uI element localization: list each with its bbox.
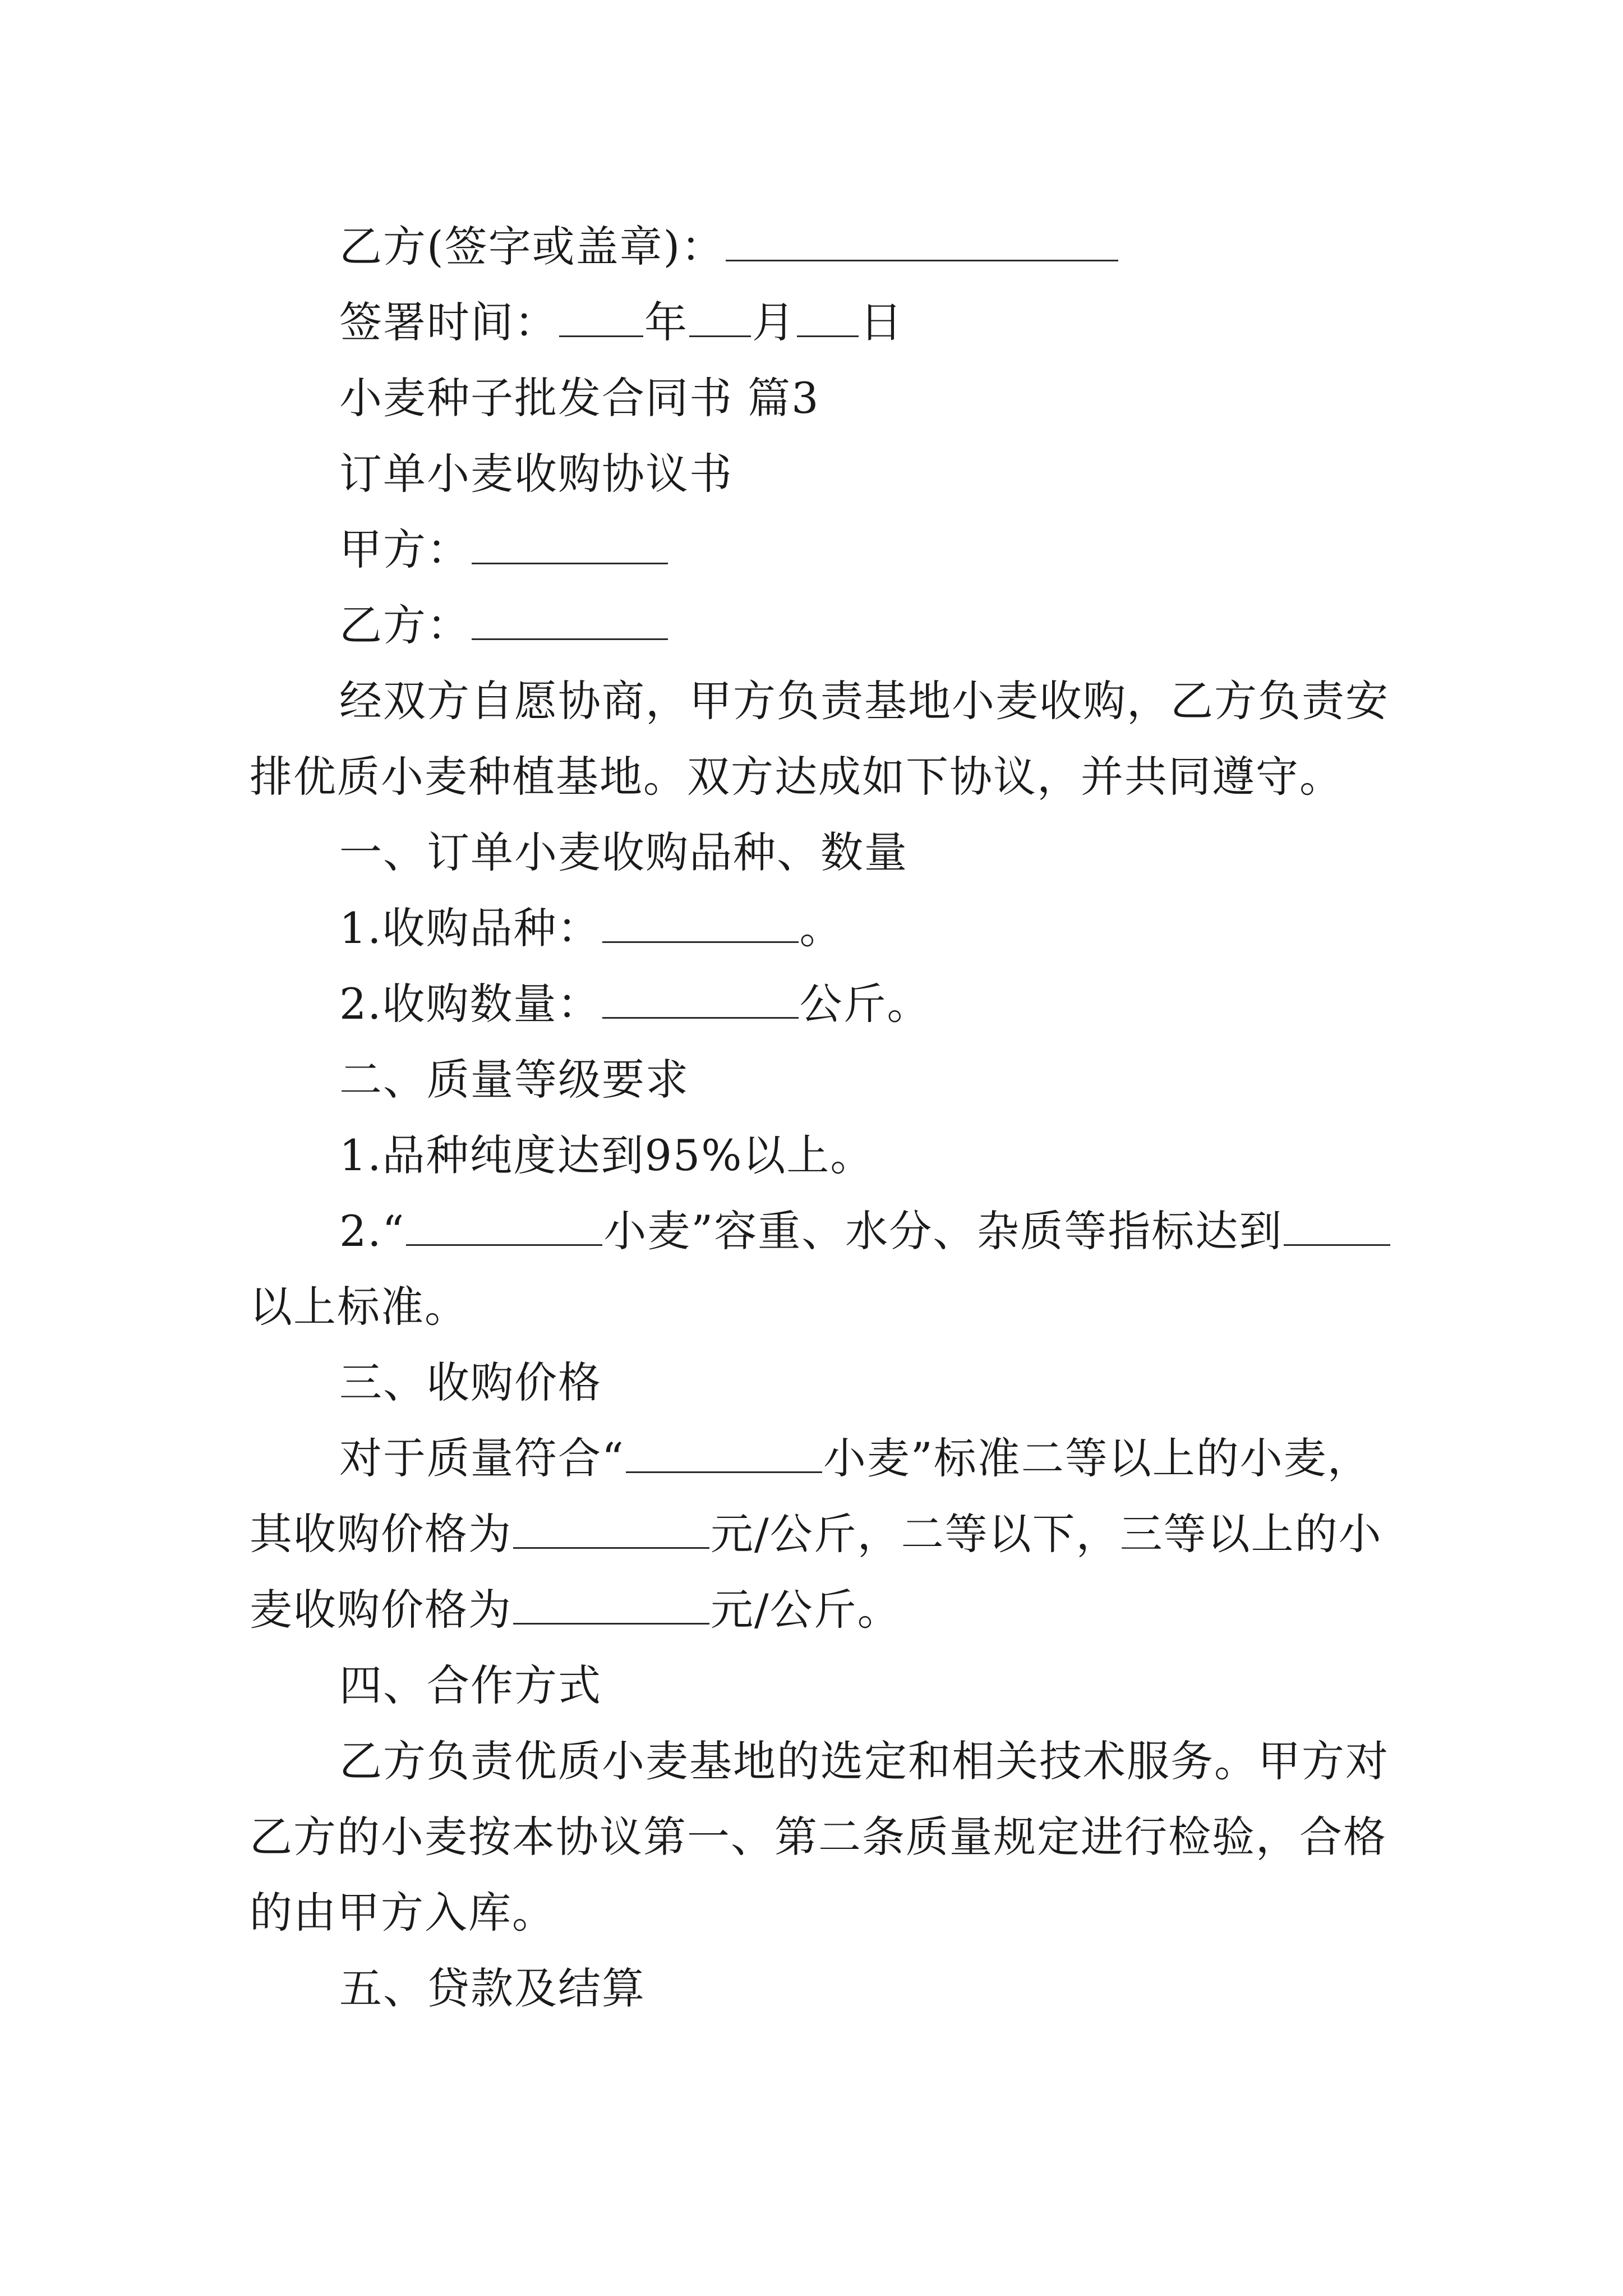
- quantity-blank: [602, 983, 799, 1019]
- year-label: 年: [644, 297, 688, 347]
- party-b-signature-label: 乙方(签字或盖章)：: [339, 222, 725, 272]
- price-type-blank: [626, 1438, 822, 1473]
- year-blank: [559, 302, 643, 337]
- day-label: 日: [860, 297, 903, 347]
- clause-2-heading: 二、质量等级要求: [339, 1055, 689, 1105]
- standard-line-2: 以上标准。: [250, 1282, 468, 1332]
- quantity-label: 2.收购数量：: [339, 979, 601, 1029]
- signature-blank: [726, 226, 1118, 261]
- quantity-unit: 公斤。: [799, 979, 931, 1029]
- cooperation-line-2: 乙方的小麦按本协议第一、第二条质量规定进行检验，合格: [250, 1812, 1387, 1862]
- wheel-type-blank: [406, 1211, 602, 1246]
- price-line-2: [250, 1509, 1382, 1559]
- price-text-d: 元/公斤，二等以下，三等以上的小: [711, 1509, 1382, 1559]
- price-text-b: 小麦”标准二等以上的小麦，: [823, 1433, 1371, 1483]
- section-title: 小麦种子批发合同书 篇3: [339, 373, 820, 423]
- agreement-title: 订单小麦收购协议书: [339, 449, 733, 499]
- price-text-f: 元/公斤。: [711, 1585, 901, 1635]
- standard-prefix: 2.“: [339, 1206, 405, 1256]
- variety-blank: [602, 908, 799, 943]
- price-line-3: [250, 1585, 901, 1635]
- cooperation-line-1: 乙方负责优质小麦基地的选定和相关技术服务。甲方对: [339, 1736, 1389, 1786]
- price-text-a: 对于质量符合“: [339, 1433, 625, 1483]
- price-text-e: 麦收购价格为: [250, 1585, 512, 1635]
- price-2-blank: [513, 1589, 709, 1625]
- cooperation-line-3: 的由甲方入库。: [250, 1888, 556, 1938]
- variety-end: 。: [799, 903, 843, 953]
- variety-line: [339, 903, 843, 954]
- clause-5-heading: 五、贷款及结算: [339, 1963, 645, 2013]
- intro-paragraph-line-1: 经双方自愿协商，甲方负责基地小麦收购，乙方负责安: [339, 676, 1389, 726]
- standard-text: 小麦”容重、水分、杂质等指标达到: [603, 1206, 1283, 1256]
- price-text-c: 其收购价格为: [250, 1509, 512, 1559]
- purity-line: 1.品种纯度达到95%以上。: [339, 1130, 874, 1180]
- party-b-blank: [472, 605, 668, 640]
- variety-label: 1.收购品种：: [339, 903, 601, 953]
- month-blank: [689, 302, 751, 337]
- party-b-label: 乙方：: [339, 600, 471, 650]
- day-blank: [797, 302, 859, 337]
- party-b-signature-line: [339, 222, 1119, 272]
- clause-3-heading: 三、收购价格: [339, 1358, 602, 1407]
- price-line-1: [339, 1433, 1371, 1484]
- signing-date-line: [339, 297, 903, 348]
- party-a-line: [339, 524, 669, 575]
- quantity-line: [339, 979, 931, 1029]
- month-label: 月: [752, 297, 796, 347]
- standard-blank: [1284, 1211, 1390, 1246]
- party-a-blank: [472, 529, 668, 564]
- standard-line: [339, 1206, 1391, 1257]
- clause-4-heading: 四、合作方式: [339, 1660, 602, 1710]
- price-1-blank: [513, 1513, 709, 1549]
- intro-paragraph-line-2: 排优质小麦种植基地。双方达成如下协议，并共同遵守。: [250, 752, 1343, 802]
- party-a-label: 甲方：: [339, 524, 471, 574]
- party-b-line: [339, 600, 669, 651]
- clause-1-heading: 一、订单小麦收购品种、数量: [339, 827, 908, 877]
- signing-date-label: 签署时间：: [339, 297, 558, 347]
